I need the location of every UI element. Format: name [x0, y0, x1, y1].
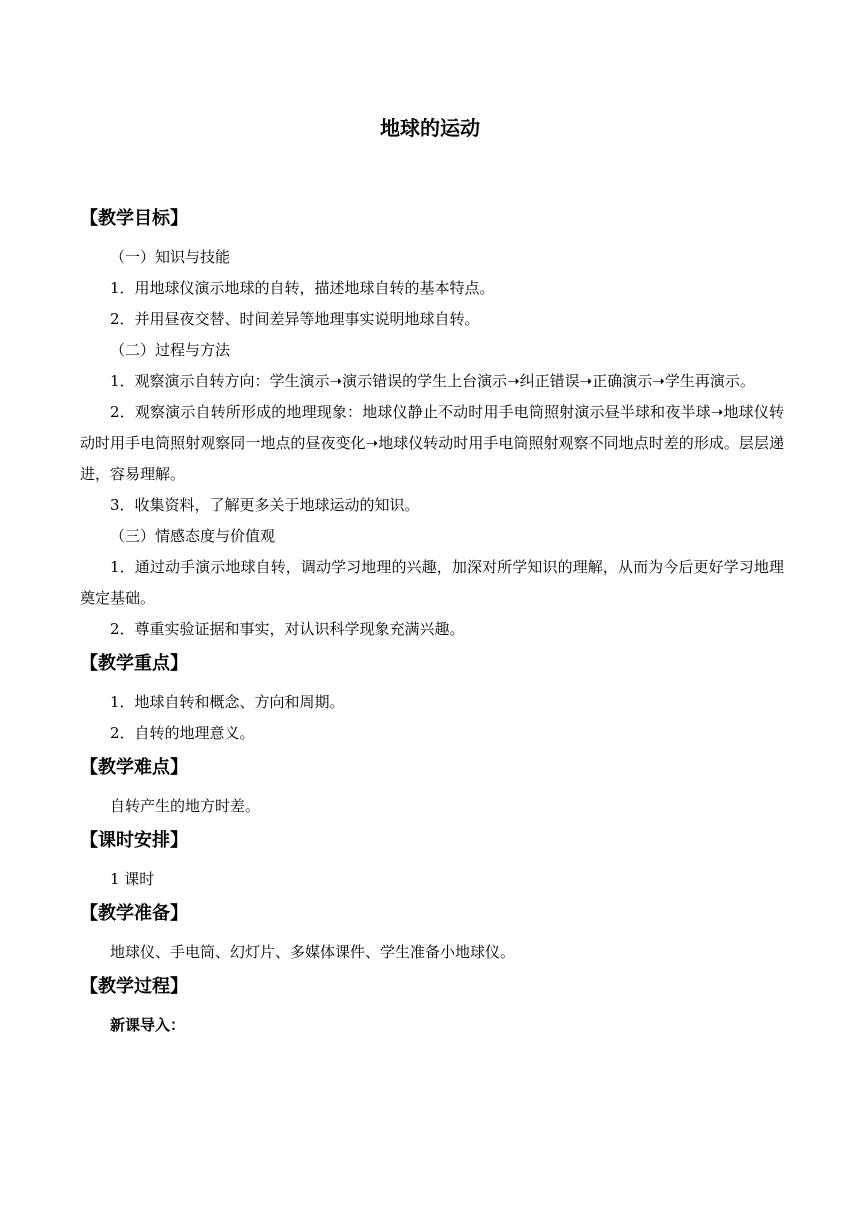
process-item-1: 1．观察演示自转方向：学生演示➝演示错误的学生上台演示➝纠正错误➝正确演示➝学生再演示。 [110, 372, 755, 390]
emotion-item-1: 1．通过动手演示地球自转，调动学习地理的兴趣，加深对所学知识的理解，从而为今后更好学习地理奠定基础。 [80, 558, 784, 607]
process-lead: 新课导入： [110, 1016, 186, 1034]
section-heading-preparation: 【教学准备】 [80, 903, 188, 924]
subsection-knowledge-title: （一）知识与技能 [110, 248, 231, 266]
difficulty-item-1: 自转产生的地方时差。 [110, 797, 261, 815]
document-title: 地球的运动 [380, 116, 480, 140]
knowledge-item-1: 1．用地球仪演示地球的自转，描述地球自转的基本特点。 [110, 279, 495, 297]
knowledge-item-2: 2．并用昼夜交替、时间差异等地理事实说明地球自转。 [110, 310, 480, 328]
subsection-emotion-title: （三）情感态度与价值观 [110, 527, 276, 545]
section-heading-key-points: 【教学重点】 [80, 653, 188, 674]
section-heading-schedule: 【课时安排】 [80, 830, 188, 851]
schedule-item-1: 1 课时 [110, 870, 155, 888]
section-heading-process: 【教学过程】 [80, 976, 188, 997]
subsection-process-title: （二）过程与方法 [110, 341, 231, 359]
document-body [80, 200, 784, 1041]
process-item-2: 2．观察演示自转所形成的地理现象：地球仪静止不动时用手电筒照射演示昼半球和夜半球➝地球仪转动时用手电筒照射观察同一地点的昼夜变化➝地球仪转动时用手电筒照射观察不同地点时差的形成。层层递进，容易理解。 [80, 403, 784, 483]
section-heading-goals: 【教学目标】 [80, 208, 188, 229]
key-point-item-2: 2．自转的地理意义。 [110, 724, 255, 742]
emotion-item-2: 2．尊重实验证据和事实，对认识科学现象充满兴趣。 [110, 620, 465, 638]
key-point-item-1: 1．地球自转和概念、方向和周期。 [110, 693, 345, 711]
process-item-3: 3．收集资料，了解更多关于地球运动的知识。 [110, 496, 420, 514]
section-heading-difficulties: 【教学难点】 [80, 757, 188, 778]
preparation-item-1: 地球仪、手电筒、幻灯片、多媒体课件、学生准备小地球仪。 [110, 943, 516, 961]
